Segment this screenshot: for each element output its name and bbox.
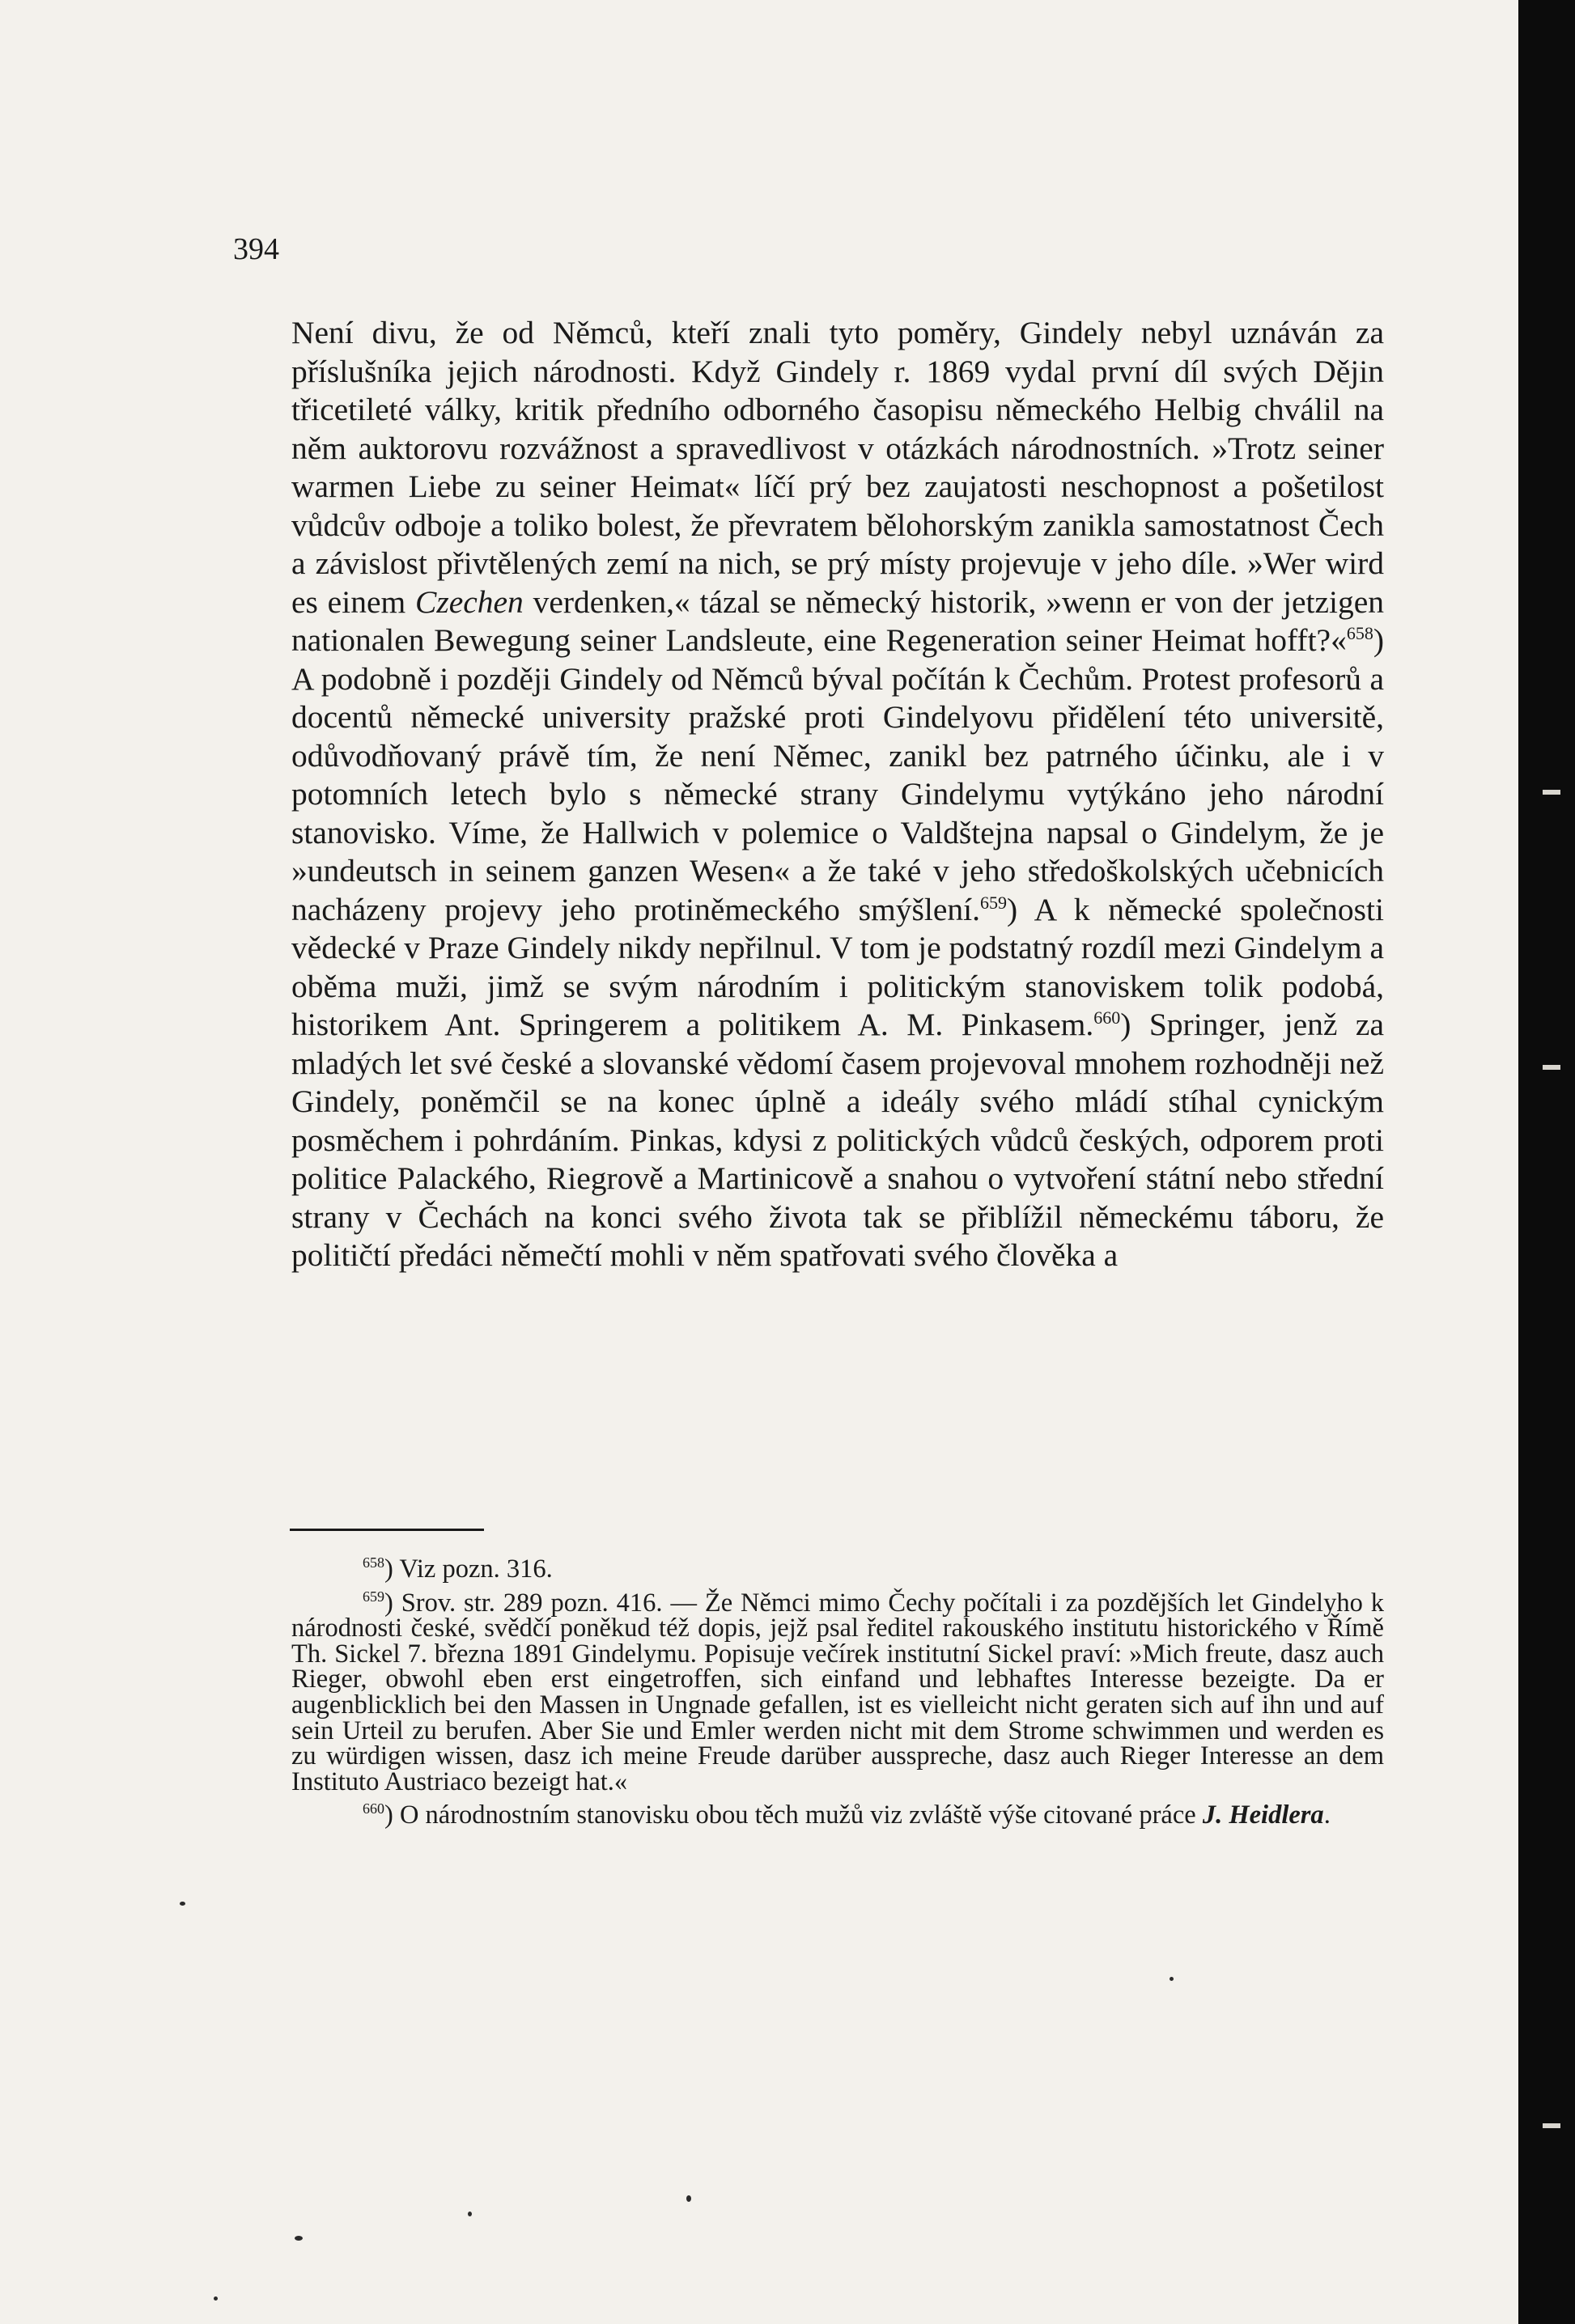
scan-speck	[180, 1902, 185, 1906]
footnote-number: 658	[363, 1554, 384, 1571]
footnote-660	[291, 1800, 1384, 1830]
footnote-number: 659	[363, 1588, 384, 1605]
footnote-divider	[290, 1529, 484, 1531]
footnote-text: ) Srov. str. 289 pozn. 416. — Že Němci mimo Čechy počítali i za pozdějších let Gindelyho k národnosti české, svědčí poněkud též dopis, jejž psal ředitel rakouského institutu historického v Římě Th. Sickel 7. března 1891 Gindelymu. Popisuje večírek institutní Sickel praví: »Mich freute, dasz auch Rieger, obwohl eben erst eingetroffen, sich einfand und lebhaftes Interesse bezeigte. Da er augenblicklich bei den Massen in Ungnade gefallen, ist es vielleicht nicht geraten sich auf ihn und auf sein Urteil zu berufen. Aber Sie und Emler werden nicht mit dem Strome schwimmen und werden es zu würdigen wissen, dasz ich meine Freude darüber ausspreche, dasz auch Rieger Interesse an dem Instituto Austriaco bezeigt hat.«	[291, 1588, 1384, 1796]
scan-speck	[214, 2296, 218, 2301]
main-paragraph	[291, 314, 1384, 1275]
footnote-658	[291, 1554, 1384, 1584]
italic-word-czechen: Czechen	[414, 583, 524, 620]
scan-speck	[295, 2236, 303, 2241]
paragraph-text-3: ) A podobně i později Gindely od Němců býval počítán k Čechům. Protest profesorů a docentů německé university pražské proti Gindelyovu přidělení této universitě, odůvodňovaný právě tím, že není Němec, zanikl bez patrného účinku, ale i v potomních letech bylo s německé strany Gindelymu vytýkáno jeho národní stanovisko. Víme, že Hallwich v polemice o Valdštejna napsal o Gindelym, že je »undeutsch in seinem ganzen Wesen« a že také v jeho středoškolských učebnicích nacházeny projevy jeho protiněmeckého smýšlení.	[291, 622, 1384, 927]
paragraph-text-4: ) A k německé společnosti vědecké v Praze Gindely nikdy nepřilnul. V tom je podstatný rozdíl mezi Gindelym a oběma muži, jimž se svým národním i politickým stanoviskem tolik podobá, historikem Ant. Springerem a politikem A. M. Pinkasem.	[291, 891, 1385, 1042]
footnote-text: ) O národnostním stanovisku obou těch mužů viz zvláště výše citované práce	[384, 1800, 1203, 1830]
scan-speck	[1170, 1977, 1174, 1981]
edge-mark	[1543, 1065, 1560, 1070]
footnote-tail: .	[1323, 1800, 1331, 1830]
footnote-659	[291, 1588, 1384, 1796]
edge-mark	[1543, 2123, 1560, 2128]
footnotes-section	[291, 1554, 1384, 1837]
scan-speck	[686, 2195, 691, 2202]
scan-speck	[468, 2212, 472, 2216]
paragraph-text-1: Není divu, že od Němců, kteří znali tyto poměry, Gindely nebyl uznáván za příslušníka jejich národnosti. Když Gindely r. 1869 vydal první díl svých Dějin třicetileté války, kritik předního odborného časopisu německého Helbig chválil na něm auktorovu rozvážnost a spravedlivost v otázkách národnostních. »Trotz seiner warmen Liebe zu seiner Heimat« líčí prý bez zaujatosti neschopnost a pošetilost vůdcův odboje a toliko bolest, že převratem bělohorským zanikla samostatnost Čech a závislost přivtělených zemí na nich, se prý místy projevuje v jeho díle. »Wer wird es einem	[291, 315, 1384, 620]
footnote-text: ) Viz pozn. 316.	[384, 1554, 553, 1584]
page-number: 394	[233, 232, 279, 266]
paragraph-text-2: verdenken,« tázal se německý historik, »wenn er von der jetzigen nationalen Bewegung seiner Landsleute, eine Regeneration seiner Heimat hofft?«	[291, 583, 1385, 658]
footnote-ref-660[interactable]: 660	[1093, 1007, 1121, 1028]
footnote-ref-658[interactable]: 658	[1346, 622, 1373, 643]
edge-mark	[1543, 790, 1560, 795]
scan-edge-strip	[1518, 0, 1575, 2324]
footnote-author: J. Heidlera	[1202, 1800, 1324, 1830]
footnote-number: 660	[363, 1800, 384, 1817]
paragraph-text-5: ) Springer, jenž za mladých let své české a slovanské vědomí časem projevoval mnohem rozhodněji než Gindely, poněmčil se na konec úplně a ideály svého mládí stíhal cynickým posměchem i pohrdáním. Pinkas, kdysi z politických vůdců českých, odporem proti politice Palackého, Riegrově a Martinicově a snahou o vytvoření státní nebo střední strany v Čechách na konci svého života tak se přiblížil německému táboru, že političtí předáci němečtí mohli v něm spatřovati svého člověka a	[291, 1007, 1384, 1273]
footnote-ref-659[interactable]: 659	[979, 892, 1007, 913]
